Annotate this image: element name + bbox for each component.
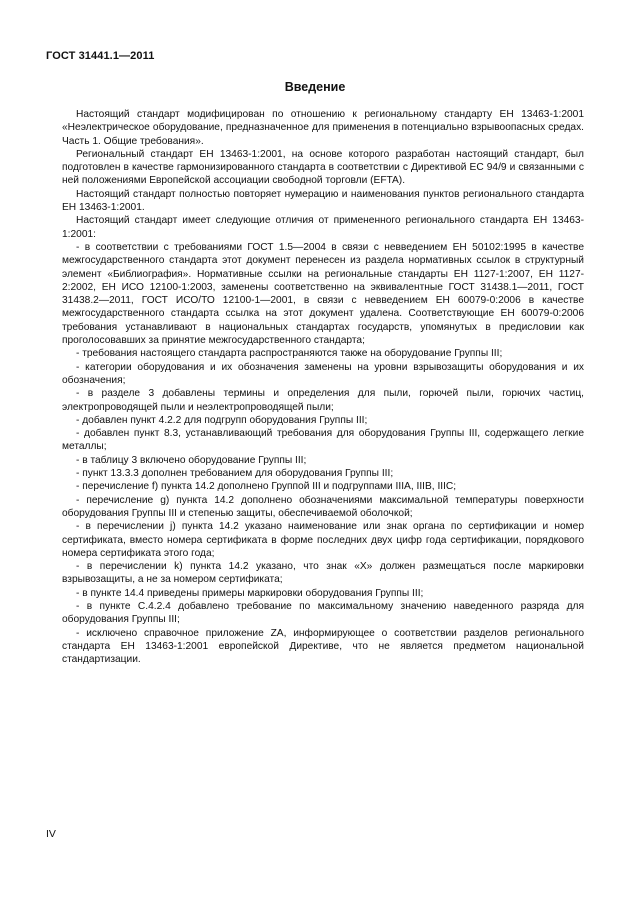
- section-title: Введение: [284, 80, 346, 94]
- body-text: [62, 108, 584, 666]
- paragraph: Региональный стандарт ЕН 13463-1:2001, на основе которого разработан настоящий стандарт, был подготовлен в качестве гармонизированного стандарта в соответствии с Директивой ЕС 94/9 и связанными с ней положениями Европейской ассоциации свободной торговли (EFTA).: [62, 148, 584, 187]
- list-item: - в разделе 3 добавлены термины и определения для пыли, горючей пыли, горючих частиц, электропроводящей пыли и неэлектропроводящей пыли;: [62, 388, 584, 413]
- list-item: - в соответствии с требованиями ГОСТ 1.5—2004 в связи с невведением ЕН 50102:1995 в качестве межгосударственного стандарта этот документ перенесен из раздела нормативных ссылок в структурный элемент «Библиография». Нормативные ссылки на региональные стандарты ЕН 1127-1:2007, ЕН 1127-2:2002, ЕН ИСО 12100-1:2003, заменены соответственно на эквивалентные ГОСТ 31438.1—2011, ГОСТ 31438.2—2011, ГОСТ ИСО/ТО 12100-1—2001, в связи с невведением ЕН 60079-0:2006 в качестве межгосударственного стандарта ссылка на этот документ удалена. Соответствующие ЕН 60079-0:2006 требования устанавливают в национальных стандартах государств, упомянутых в предисловии как проголосовавших за принятие межгосударственного стандарта;: [62, 241, 584, 347]
- list-item: - добавлен пункт 4.2.2 для подгрупп оборудования Группы III;: [76, 414, 368, 426]
- list-item: - пункт 13.3.3 дополнен требованием для оборудования Группы III;: [76, 468, 394, 480]
- page-number: IV: [46, 828, 56, 840]
- paragraph: Настоящий стандарт полностью повторяет нумерацию и наименования пунктов регионального стандарта ЕН 13463-1:2001.: [62, 188, 584, 214]
- paragraph: Настоящий стандарт имеет следующие отличия от примененного регионального стандарта ЕН 13463-1:2001:: [62, 215, 584, 240]
- document-code: ГОСТ 31441.1—2011: [46, 50, 155, 62]
- paragraph: Настоящий стандарт модифицирован по отношению к региональному стандарту ЕН 13463-1:2001 «Неэлектрическое оборудование, предназначенное для применения в потенциально взрывоопасных средах. Часть 1. Общие требования».: [62, 109, 584, 147]
- list-item: - в перечислении j) пункта 14.2 указано наименование или знак органа по сертификации и номер сертификата, вместо номера сертификата в форме последних двух цифр года сертификации, порядкового номера сертификата этого года;: [62, 521, 584, 559]
- list-item: - перечисление g) пункта 14.2 дополнено обозначениями максимальной температуры поверхности оборудования Группы III и степенью защиты, обеспечиваемой оболочкой;: [62, 494, 584, 519]
- list-item: - исключено справочное приложение ZA, информирующее о соответствии разделов регионального стандарта ЕН 13463-1:2001 европейской Директиве, что не является предметом национальной стандартизации.: [62, 627, 584, 666]
- list-item: - категории оборудования и их обозначения заменены на уровни взрывозащиты оборудования и их обозначения;: [62, 361, 584, 386]
- list-item: - в таблицу 3 включено оборудование Группы III;: [76, 454, 307, 466]
- list-item: - добавлен пункт 8.3, устанавливающий требования для оборудования Группы III, содержащего легкие металлы;: [62, 428, 584, 453]
- list-item: - в перечислении k) пункта 14.2 указано, что знак «X» должен размещаться после маркировки взрывозащиты, а не за номером сертификата;: [62, 561, 584, 586]
- list-item: - перечисление f) пункта 14.2 дополнено Группой III и подгруппами IIIA, IIIB, IIIC;: [76, 481, 457, 493]
- list-item: - в пункте С.4.2.4 добавлено требование по максимальному значению наведенного разряда для оборудования Группы III;: [62, 600, 584, 626]
- list-item: - в пункте 14.4 приведены примеры маркировки оборудования Группы III;: [76, 587, 424, 599]
- list-item: - требования настоящего стандарта распространяются также на оборудование Группы III;: [76, 348, 503, 360]
